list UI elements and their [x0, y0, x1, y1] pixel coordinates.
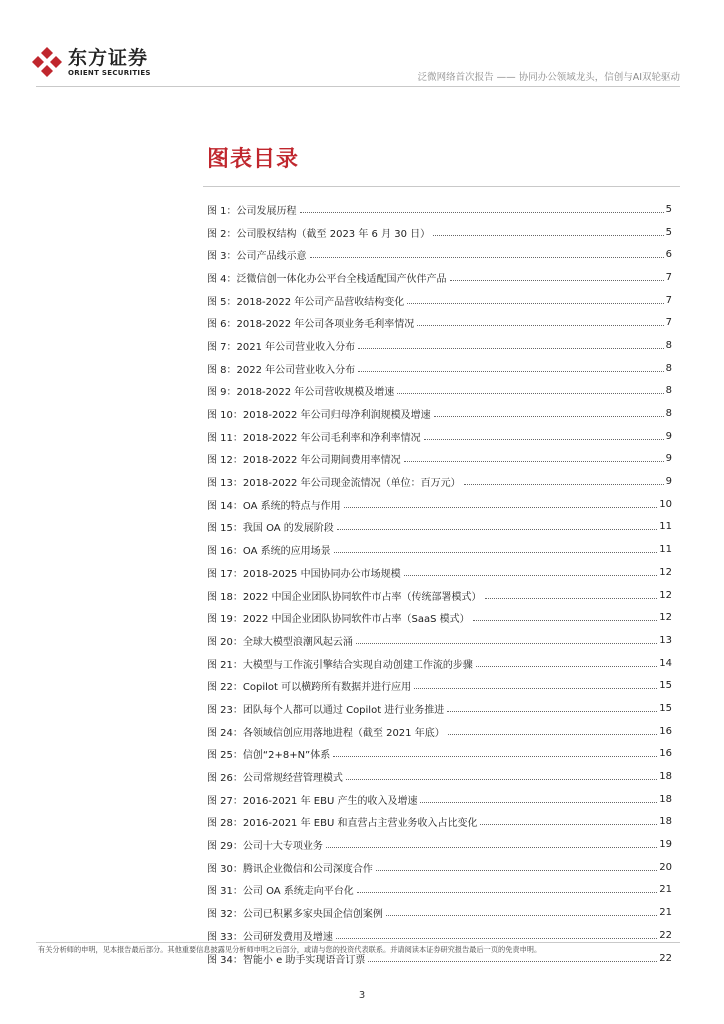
- toc-dot-leader: [476, 666, 657, 667]
- toc-dot-leader: [434, 416, 664, 417]
- toc-entry-page: 9: [665, 430, 672, 442]
- toc-entry-text: 我国 OA 的发展阶段: [242, 523, 334, 535]
- toc-entry[interactable]: [207, 674, 672, 697]
- toc-entry-page: 6: [665, 249, 672, 261]
- toc-entry-label: 图 24：: [207, 727, 243, 739]
- toc-entry[interactable]: [207, 516, 672, 539]
- toc-dot-leader: [326, 847, 657, 848]
- toc-entry-text: 2018-2022 年公司期间费用率情况: [242, 455, 401, 467]
- toc-entry[interactable]: [207, 266, 672, 289]
- toc-dot-leader: [414, 688, 657, 689]
- toc-dot-leader: [450, 280, 664, 281]
- toc-entry[interactable]: [207, 924, 672, 947]
- toc-entry[interactable]: [207, 879, 672, 902]
- toc-entry-label: 图 28：: [207, 818, 243, 830]
- toc-entry-label: 图 26：: [207, 773, 243, 785]
- toc-entry-page: 22: [659, 929, 672, 941]
- toc-entry-page: 11: [659, 544, 672, 556]
- toc-entry-page: 7: [665, 317, 672, 329]
- toc-title-divider: [203, 186, 680, 187]
- toc-entry-label: 图 20：: [207, 636, 243, 648]
- toc-entry-label: 图 5：: [207, 296, 237, 308]
- toc-dot-leader: [447, 711, 657, 712]
- toc-dot-leader: [464, 484, 664, 485]
- toc-entry-label: 图 2：: [207, 228, 237, 240]
- toc-entry-label: 图 21：: [207, 659, 243, 671]
- toc-entry-label: 图 19：: [207, 614, 243, 626]
- toc-entry-text: 泛微信创一体化办公平台全栈适配国产伙伴产品: [236, 273, 447, 285]
- toc-entry-label: 图 16：: [207, 546, 243, 558]
- toc-entry[interactable]: [207, 493, 672, 516]
- toc-entry-page: 21: [659, 884, 672, 896]
- toc-entry[interactable]: [207, 697, 672, 720]
- toc-entry-page: 18: [659, 816, 672, 828]
- toc-dot-leader: [358, 371, 663, 372]
- toc-entry-label: 图 33：: [207, 931, 243, 943]
- toc-dot-leader: [417, 325, 663, 326]
- toc-dot-leader: [310, 257, 664, 258]
- toc-entry-text: OA 系统的特点与作用: [242, 500, 341, 512]
- toc-entry-text: 2018-2022 年公司产品营收结构变化: [236, 296, 405, 308]
- toc-entry-label: 图 14：: [207, 500, 243, 512]
- toc-entry-page: 5: [665, 226, 672, 238]
- toc-entry[interactable]: [207, 425, 672, 448]
- toc-entry-label: 图 30：: [207, 863, 243, 875]
- toc-entry-text: 信创“2+8+N”体系: [242, 750, 331, 762]
- toc-entry-text: 腾讯企业微信和公司深度合作: [242, 863, 373, 875]
- toc-entry-label: 图 11：: [207, 432, 243, 444]
- toc-entry[interactable]: [207, 765, 672, 788]
- toc-entry-text: 团队每个人都可以通过 Copilot 进行业务推进: [242, 704, 445, 716]
- toc-entry-label: 图 7：: [207, 341, 237, 353]
- toc-dot-leader: [480, 824, 657, 825]
- toc-entry-text: 2022 中国企业团队协同软件市占率（传统部署模式）: [242, 591, 482, 603]
- toc-entry[interactable]: [207, 538, 672, 561]
- toc-dot-leader: [424, 439, 664, 440]
- toc-dot-leader: [336, 938, 657, 939]
- toc-entry-text: 2016-2021 年 EBU 产生的收入及增速: [242, 795, 418, 807]
- toc-entry-label: 图 18：: [207, 591, 243, 603]
- toc-dot-leader: [346, 779, 657, 780]
- toc-title: 图表目录: [207, 147, 300, 172]
- toc-entry-page: 8: [665, 362, 672, 374]
- toc-entry[interactable]: [207, 629, 672, 652]
- toc-entry[interactable]: [207, 311, 672, 334]
- toc-dot-leader: [433, 235, 663, 236]
- toc-entry-page: 15: [659, 680, 672, 692]
- toc-entry-label: 图 23：: [207, 704, 243, 716]
- toc-entry-text: Copilot 可以横跨所有数据并进行应用: [242, 682, 412, 694]
- toc-entry-page: 7: [665, 294, 672, 306]
- toc-dot-leader: [337, 529, 657, 530]
- toc-entry-label: 图 17：: [207, 568, 243, 580]
- toc-entry-text: 公司股权结构（截至 2023 年 6 月 30 日）: [236, 228, 431, 240]
- toc-entry-label: 图 15：: [207, 523, 243, 535]
- toc-entry-label: 图 6：: [207, 319, 237, 331]
- toc-entry-text: 2022 中国企业团队协同软件市占率（SaaS 模式）: [242, 614, 470, 626]
- toc-entry-label: 图 27：: [207, 795, 243, 807]
- toc-entry-label: 图 13：: [207, 478, 243, 490]
- toc-dot-leader: [407, 303, 663, 304]
- toc-entry-page: 9: [665, 453, 672, 465]
- toc-entry-label: 图 32：: [207, 909, 243, 921]
- toc-entry-page: 19: [659, 839, 672, 851]
- toc-entry[interactable]: [207, 289, 672, 312]
- toc-entry[interactable]: [207, 811, 672, 834]
- toc-dot-leader: [357, 892, 657, 893]
- toc-entry-page: 12: [659, 612, 672, 624]
- toc-entry-page: 16: [659, 748, 672, 760]
- toc-entry-label: 图 29：: [207, 841, 243, 853]
- toc-entry-text: 2018-2022 年公司各项业务毛利率情况: [236, 319, 415, 331]
- toc-dot-leader: [356, 643, 657, 644]
- toc-entry-label: 图 31：: [207, 886, 243, 898]
- toc-entry-page: 15: [659, 702, 672, 714]
- toc-entry-page: 16: [659, 725, 672, 737]
- toc-entry-label: 图 1：: [207, 205, 237, 217]
- header-divider: [36, 86, 680, 87]
- toc-entry-text: 智能小 e 助手实现语音订票: [242, 954, 366, 966]
- toc-dot-leader: [376, 870, 657, 871]
- toc-entry[interactable]: [207, 561, 672, 584]
- toc-entry-label: 图 22：: [207, 682, 243, 694]
- toc-entry-text: 公司十大专项业务: [242, 841, 323, 853]
- toc-dot-leader: [420, 802, 657, 803]
- toc-entry-text: 2022 年公司营业收入分布: [236, 364, 356, 376]
- toc-entry-page: 14: [659, 657, 672, 669]
- figure-toc-list: [207, 198, 672, 969]
- toc-entry-text: 各领域信创应用落地进程（截至 2021 年底）: [242, 727, 445, 739]
- toc-entry-page: 11: [659, 521, 672, 533]
- toc-entry[interactable]: [207, 243, 672, 266]
- toc-entry-page: 12: [659, 589, 672, 601]
- toc-entry-page: 8: [665, 339, 672, 351]
- toc-entry-text: 公司研发费用及增速: [242, 931, 333, 943]
- brand-name-en: ORIENT SECURITIES: [68, 68, 151, 77]
- toc-entry-text: 2018-2025 中国协同办公市场规模: [242, 568, 401, 580]
- toc-dot-leader: [485, 598, 658, 599]
- toc-entry[interactable]: [207, 198, 672, 221]
- page-number: 3: [358, 990, 366, 1001]
- toc-entry-label: 图 4：: [207, 273, 237, 285]
- toc-entry-page: 5: [665, 203, 672, 215]
- toc-entry[interactable]: [207, 357, 672, 380]
- toc-entry-text: 公司产品线示意: [236, 251, 307, 263]
- toc-entry-text: 公司 OA 系统走向平台化: [242, 886, 354, 898]
- toc-entry[interactable]: [207, 584, 672, 607]
- toc-entry-page: 13: [659, 634, 672, 646]
- toc-entry-text: 大模型与工作流引擎结合实现自动创建工作流的步骤: [242, 659, 473, 671]
- toc-entry-page: 8: [665, 385, 672, 397]
- toc-entry[interactable]: [207, 833, 672, 856]
- toc-entry-page: 20: [659, 861, 672, 873]
- toc-entry-text: 2018-2022 年公司现金流情况（单位：百万元）: [242, 478, 461, 490]
- toc-entry-page: 18: [659, 793, 672, 805]
- toc-entry-page: 8: [665, 408, 672, 420]
- toc-entry[interactable]: [207, 652, 672, 675]
- toc-dot-leader: [368, 961, 657, 962]
- toc-dot-leader: [448, 734, 658, 735]
- toc-entry[interactable]: [207, 606, 672, 629]
- toc-entry-text: 全球大模型浪潮风起云涌: [242, 636, 353, 648]
- toc-entry[interactable]: [207, 901, 672, 924]
- toc-entry[interactable]: [207, 788, 672, 811]
- toc-entry[interactable]: [207, 720, 672, 743]
- toc-dot-leader: [300, 212, 664, 213]
- footer-divider: [36, 942, 680, 943]
- toc-entry-page: 22: [659, 952, 672, 964]
- toc-entry-text: 2021 年公司营业收入分布: [236, 341, 356, 353]
- toc-entry-page: 18: [659, 771, 672, 783]
- toc-entry-text: 公司已积累多家央国企信创案例: [242, 909, 383, 921]
- toc-entry-text: OA 系统的应用场景: [242, 546, 331, 558]
- toc-entry[interactable]: [207, 402, 672, 425]
- toc-entry-page: 21: [659, 907, 672, 919]
- orient-logo-icon: [32, 47, 62, 77]
- toc-entry[interactable]: [207, 470, 672, 493]
- toc-entry-text: 2018-2022 年公司毛利率和净利率情况: [242, 432, 421, 444]
- toc-entry-text: 2018-2022 年公司归母净利润规模及增速: [242, 410, 431, 422]
- toc-dot-leader: [334, 552, 658, 553]
- toc-entry-label: 图 8：: [207, 364, 237, 376]
- toc-entry-page: 12: [659, 566, 672, 578]
- toc-entry-text: 2018-2022 年公司营收规模及增速: [236, 387, 395, 399]
- toc-entry-label: 图 3：: [207, 251, 237, 263]
- toc-entry[interactable]: [207, 856, 672, 879]
- toc-entry[interactable]: [207, 334, 672, 357]
- toc-dot-leader: [397, 393, 663, 394]
- toc-entry-label: 图 9：: [207, 387, 237, 399]
- toc-entry[interactable]: [207, 380, 672, 403]
- toc-entry-text: 公司常规经营管理模式: [242, 773, 343, 785]
- toc-entry-label: 图 12：: [207, 455, 243, 467]
- toc-dot-leader: [344, 507, 658, 508]
- toc-dot-leader: [404, 575, 658, 576]
- toc-dot-leader: [473, 620, 658, 621]
- toc-entry-page: 7: [665, 271, 672, 283]
- toc-entry[interactable]: [207, 448, 672, 471]
- toc-entry-label: 图 25：: [207, 750, 243, 762]
- toc-entry-text: 2016-2021 年 EBU 和直营占主营业务收入占比变化: [242, 818, 478, 830]
- report-header-title: 泛微网络首次报告 —— 协同办公领域龙头，信创与AI双轮驱动: [417, 72, 680, 83]
- toc-entry-label: 图 10：: [207, 410, 243, 422]
- toc-entry-page: 9: [665, 476, 672, 488]
- brand-name-cn: 东方证券: [68, 46, 149, 69]
- toc-dot-leader: [386, 915, 657, 916]
- toc-entry-text: 公司发展历程: [236, 205, 297, 217]
- company-logo: [32, 44, 151, 80]
- toc-dot-leader: [404, 461, 664, 462]
- toc-entry[interactable]: [207, 743, 672, 766]
- toc-dot-leader: [333, 756, 657, 757]
- footer-disclaimer: 有关分析师的申明，见本报告最后部分。其他重要信息披露见分析师申明之后部分，或请与您的投资代表联系。并请阅读本证券研究报告最后一页的免责申明。: [38, 945, 542, 954]
- toc-entry-page: 10: [659, 498, 672, 510]
- toc-entry-label: 图 34：: [207, 954, 243, 966]
- toc-dot-leader: [358, 348, 663, 349]
- toc-entry[interactable]: [207, 221, 672, 244]
